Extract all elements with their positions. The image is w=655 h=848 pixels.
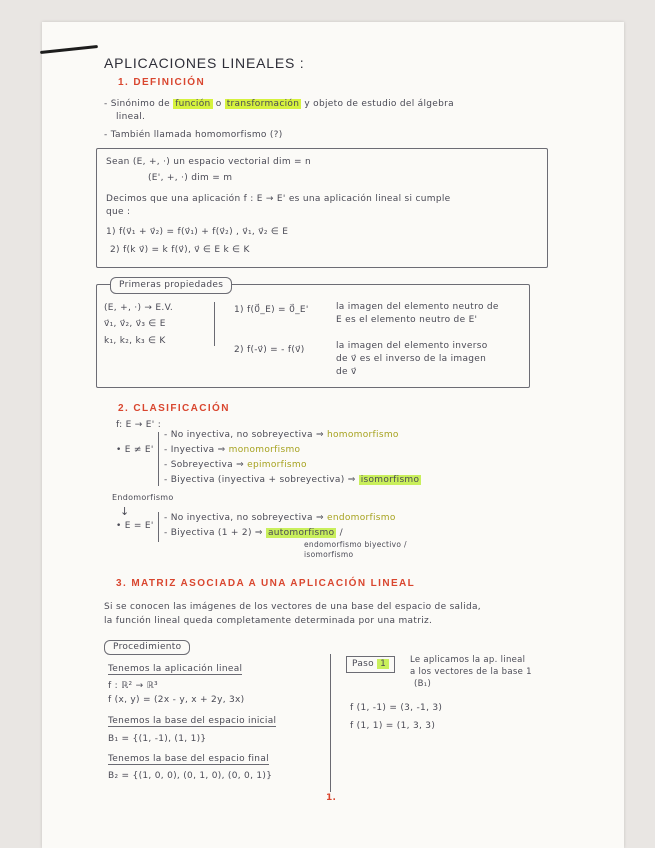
term-automorfismo: automorfismo bbox=[267, 528, 335, 538]
procedure-tab: Procedimiento bbox=[104, 640, 190, 655]
term-monomorfismo: monomorfismo bbox=[228, 445, 301, 455]
definition-line-3: Decimos que una aplicación f : E → E' es una aplicación lineal si cumple bbox=[106, 194, 451, 204]
page-title: APLICACIONES LINEALES : bbox=[104, 55, 305, 71]
procedure-line-5: B₁ = {(1, -1), (1, 1)} bbox=[108, 734, 207, 744]
definition-line-4: que : bbox=[106, 207, 131, 217]
properties-brace bbox=[214, 302, 215, 346]
definition-bullet-1-cont: lineal. bbox=[116, 112, 146, 122]
properties-left-1: (E, +, ·) → E.V. bbox=[104, 303, 174, 313]
case-e-eq: • E = E' bbox=[116, 521, 154, 531]
definition-condition-1: 1) f(v⃗₁ + v⃗₂) = f(v⃗₁) + f(v⃗₂) , v⃗₁, v⃗₂ ∈ E bbox=[106, 227, 289, 237]
term-endomorfismo: endomorfismo bbox=[327, 513, 396, 523]
term-homomorfismo: homomorfismo bbox=[327, 430, 399, 440]
properties-left-3: k₁, k₂, k₃ ∈ K bbox=[104, 336, 166, 346]
class-row-6 bbox=[164, 529, 343, 538]
property-2-equation: 2) f(-v⃗) = - f(v⃗) bbox=[234, 345, 305, 355]
section-3-paragraph-1: Si se conocen las imágenes de los vectores de una base del espacio de salida, bbox=[104, 602, 481, 612]
class-row-2 bbox=[164, 446, 300, 455]
page-number: 1. bbox=[326, 793, 337, 803]
text: - Sobreyectiva ⇒ bbox=[164, 460, 244, 470]
text: / bbox=[339, 528, 343, 538]
section-1-heading: 1. DEFINICIÓN bbox=[118, 77, 206, 88]
step-label: Paso bbox=[352, 659, 374, 669]
term-isomorfismo: isomorfismo bbox=[360, 475, 420, 485]
definition-line-1: Sean (E, +, ·) un espacio vectorial dim = n bbox=[106, 157, 312, 167]
properties-left-2: v⃗₁, v⃗₂, v⃗₃ ∈ E bbox=[104, 319, 166, 329]
text: - Biyectiva (inyectiva + sobreyectiva) ⇒ bbox=[164, 475, 356, 485]
definition-bullet-2: - También llamada homomorfismo (?) bbox=[104, 130, 283, 140]
definition-line-2: (E', +, ·) dim = m bbox=[148, 173, 233, 183]
step-number: 1 bbox=[377, 659, 389, 669]
term-epimorfismo: epimorfismo bbox=[247, 460, 307, 470]
property-1-text-1: la imagen del elemento neutro de bbox=[336, 302, 499, 312]
text: - Biyectiva (1 + 2) ⇒ bbox=[164, 528, 263, 538]
step-result-2: f (1, 1) = (1, 3, 3) bbox=[350, 721, 436, 731]
procedure-line-7: B₂ = {(1, 0, 0), (0, 1, 0), (0, 0, 1)} bbox=[108, 771, 273, 781]
text: - No inyectiva, no sobreyectiva ⇒ bbox=[164, 513, 324, 523]
text: y objeto de estudio del álgebra bbox=[304, 99, 454, 109]
procedure-divider bbox=[330, 654, 331, 792]
class-row-5 bbox=[164, 514, 396, 523]
step-text-3: (B₁) bbox=[414, 679, 432, 689]
step-text-2: a los vectores de la base 1 bbox=[410, 667, 532, 677]
text: - Inyectiva ⇒ bbox=[164, 445, 226, 455]
section-3-heading: 3. MATRIZ ASOCIADA A UNA APLICACIÓN LINEAL bbox=[116, 578, 416, 589]
case-2-brace bbox=[158, 512, 159, 542]
step-result-1: f (1, -1) = (3, -1, 3) bbox=[350, 703, 443, 713]
procedure-line-6: Tenemos la base del espacio final bbox=[108, 754, 269, 764]
procedure-line-4: Tenemos la base del espacio inicial bbox=[108, 716, 277, 726]
highlight-transformacion: transformación bbox=[226, 99, 300, 109]
section-3-paragraph-2: la función lineal queda completamente determinada por una matriz. bbox=[104, 616, 433, 626]
case-e-neq: • E ≠ E' bbox=[116, 445, 154, 455]
procedure-line-2: f : ℝ² → ℝ³ bbox=[108, 681, 158, 691]
text: o bbox=[215, 99, 222, 109]
definition-condition-2: 2) f(k v⃗) = k f(v⃗), v⃗ ∈ E k ∈ K bbox=[110, 245, 250, 255]
property-2-text-3: de v⃗ bbox=[336, 367, 357, 377]
properties-tab: Primeras propiedades bbox=[110, 277, 232, 294]
highlight-funcion: función bbox=[175, 99, 211, 109]
class-row-1 bbox=[164, 431, 399, 440]
class-row-4 bbox=[164, 476, 421, 485]
down-arrow-icon: ↓ bbox=[120, 505, 130, 518]
automorfismo-note-2: isomorfismo bbox=[304, 550, 354, 559]
property-1-equation: 1) f(0⃗_E) = 0⃗_E' bbox=[234, 305, 309, 315]
class-row-3 bbox=[164, 461, 307, 470]
text: - Sinónimo de bbox=[104, 99, 171, 109]
property-2-text-2: de v⃗ es el inverso de la imagen bbox=[336, 354, 487, 364]
step-box bbox=[346, 656, 395, 673]
procedure-line-1: Tenemos la aplicación lineal bbox=[108, 664, 243, 674]
procedure-line-3: f (x, y) = (2x - y, x + 2y, 3x) bbox=[108, 695, 245, 705]
endomorfismo-label: Endomorfismo bbox=[112, 493, 174, 502]
automorfismo-note-1: endomorfismo biyectivo / bbox=[304, 540, 407, 549]
case-1-brace bbox=[158, 432, 159, 486]
classification-sub: f: E → E' : bbox=[116, 420, 162, 430]
text: - No inyectiva, no sobreyectiva ⇒ bbox=[164, 430, 324, 440]
section-2-heading: 2. CLASIFICACIÓN bbox=[118, 403, 230, 414]
property-1-text-2: E es el elemento neutro de E' bbox=[336, 315, 478, 325]
step-text-1: Le aplicamos la ap. lineal bbox=[410, 655, 526, 665]
definition-bullet-1 bbox=[104, 100, 454, 109]
property-2-text-1: la imagen del elemento inverso bbox=[336, 341, 488, 351]
